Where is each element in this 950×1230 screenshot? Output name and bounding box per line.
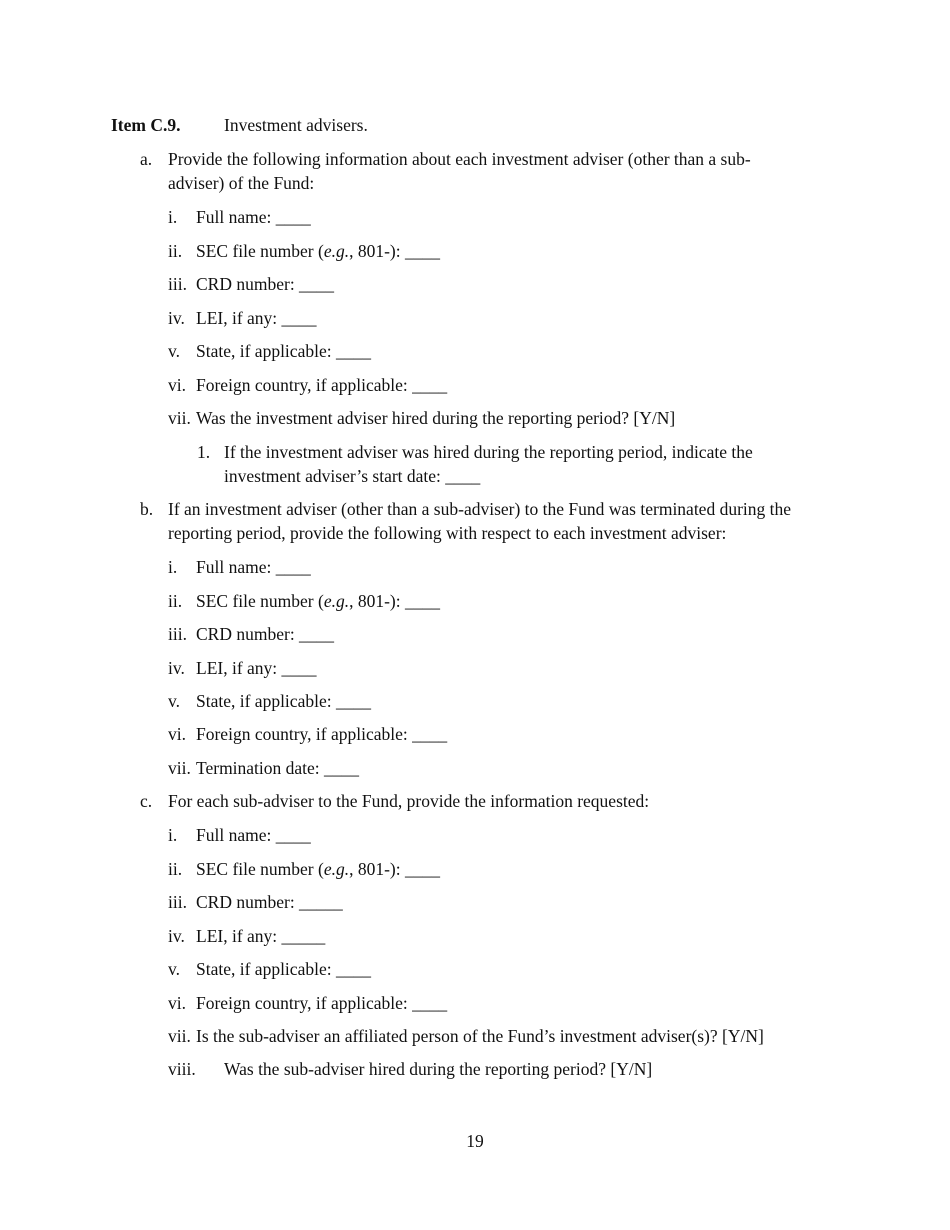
section-text: Provide the following information about each investment adviser (other than a sub-: [168, 149, 751, 169]
section-letter: b.: [140, 499, 154, 519]
list-item-text: Is the sub-adviser an affiliated person of the Fund’s investment adviser(s)? [Y/N]: [196, 1026, 764, 1046]
list-item-text: LEI, if any: ____: [196, 308, 317, 328]
list-item-text: CRD number: ____: [196, 274, 335, 294]
list-item-text: Termination date: ____: [196, 758, 360, 778]
list-item-number: i.: [168, 557, 178, 577]
sub-item-number: 1.: [197, 442, 211, 462]
list-item-number: iii.: [168, 892, 187, 912]
list-item-number: iii.: [168, 274, 187, 294]
list-item-text: Foreign country, if applicable: ____: [196, 375, 448, 395]
list-item-text: CRD number: ____: [196, 624, 335, 644]
list-item-number: vi.: [168, 993, 186, 1013]
list-item-number: ii.: [168, 859, 183, 879]
list-item-text: LEI, if any: _____: [196, 926, 326, 946]
list-item-number: vii.: [168, 758, 191, 778]
list-item-number: vi.: [168, 724, 186, 744]
sub-item-text: investment adviser’s start date: ____: [224, 466, 481, 486]
list-item-text: State, if applicable: ____: [196, 691, 371, 711]
list-item-text: Full name: ____: [196, 557, 311, 577]
list-item-text: LEI, if any: ____: [196, 658, 317, 678]
list-item-number: i.: [168, 207, 178, 227]
section-letter: c.: [140, 791, 153, 811]
item-title: Investment advisers.: [224, 115, 368, 135]
list-item-number: viii.: [168, 1059, 196, 1079]
list-item-text: Foreign country, if applicable: ____: [196, 993, 448, 1013]
list-item-text: SEC file number (e.g., 801-): ____: [196, 241, 441, 261]
section-text: If an investment adviser (other than a sub-adviser) to the Fund was terminated during the: [168, 499, 792, 519]
list-item-number: ii.: [168, 241, 183, 261]
list-item-text: CRD number: _____: [196, 892, 343, 912]
list-item-number: v.: [168, 691, 180, 711]
list-item-number: vii.: [168, 1026, 191, 1046]
list-item-number: ii.: [168, 591, 183, 611]
list-item-number: iii.: [168, 624, 187, 644]
section-text: For each sub-adviser to the Fund, provide the information requested:: [168, 791, 650, 811]
list-item-number: iv.: [168, 308, 185, 328]
list-item-number: vi.: [168, 375, 186, 395]
section-letter: a.: [140, 149, 153, 169]
list-item-number: i.: [168, 825, 178, 845]
list-item-number: v.: [168, 341, 180, 361]
list-item-text: SEC file number (e.g., 801-): ____: [196, 591, 441, 611]
list-item-number: iv.: [168, 926, 185, 946]
list-item-text: State, if applicable: ____: [196, 341, 371, 361]
list-item-text: Full name: ____: [196, 825, 311, 845]
list-item-number: v.: [168, 959, 180, 979]
page-number: 19: [466, 1131, 484, 1151]
sub-item-text: If the investment adviser was hired during the reporting period, indicate the: [224, 442, 753, 462]
list-item-text: State, if applicable: ____: [196, 959, 371, 979]
list-item-text: SEC file number (e.g., 801-): ____: [196, 859, 441, 879]
section-text: adviser) of the Fund:: [168, 173, 315, 193]
list-item-text: Was the sub-adviser hired during the reporting period? [Y/N]: [224, 1059, 653, 1079]
item-label: Item C.9.: [111, 115, 181, 135]
list-item-number: iv.: [168, 658, 185, 678]
list-item-text: Foreign country, if applicable: ____: [196, 724, 448, 744]
list-item-text: Was the investment adviser hired during the reporting period? [Y/N]: [196, 408, 676, 428]
list-item-text: Full name: ____: [196, 207, 311, 227]
section-text: reporting period, provide the following with respect to each investment adviser:: [168, 523, 727, 543]
list-item-number: vii.: [168, 408, 191, 428]
